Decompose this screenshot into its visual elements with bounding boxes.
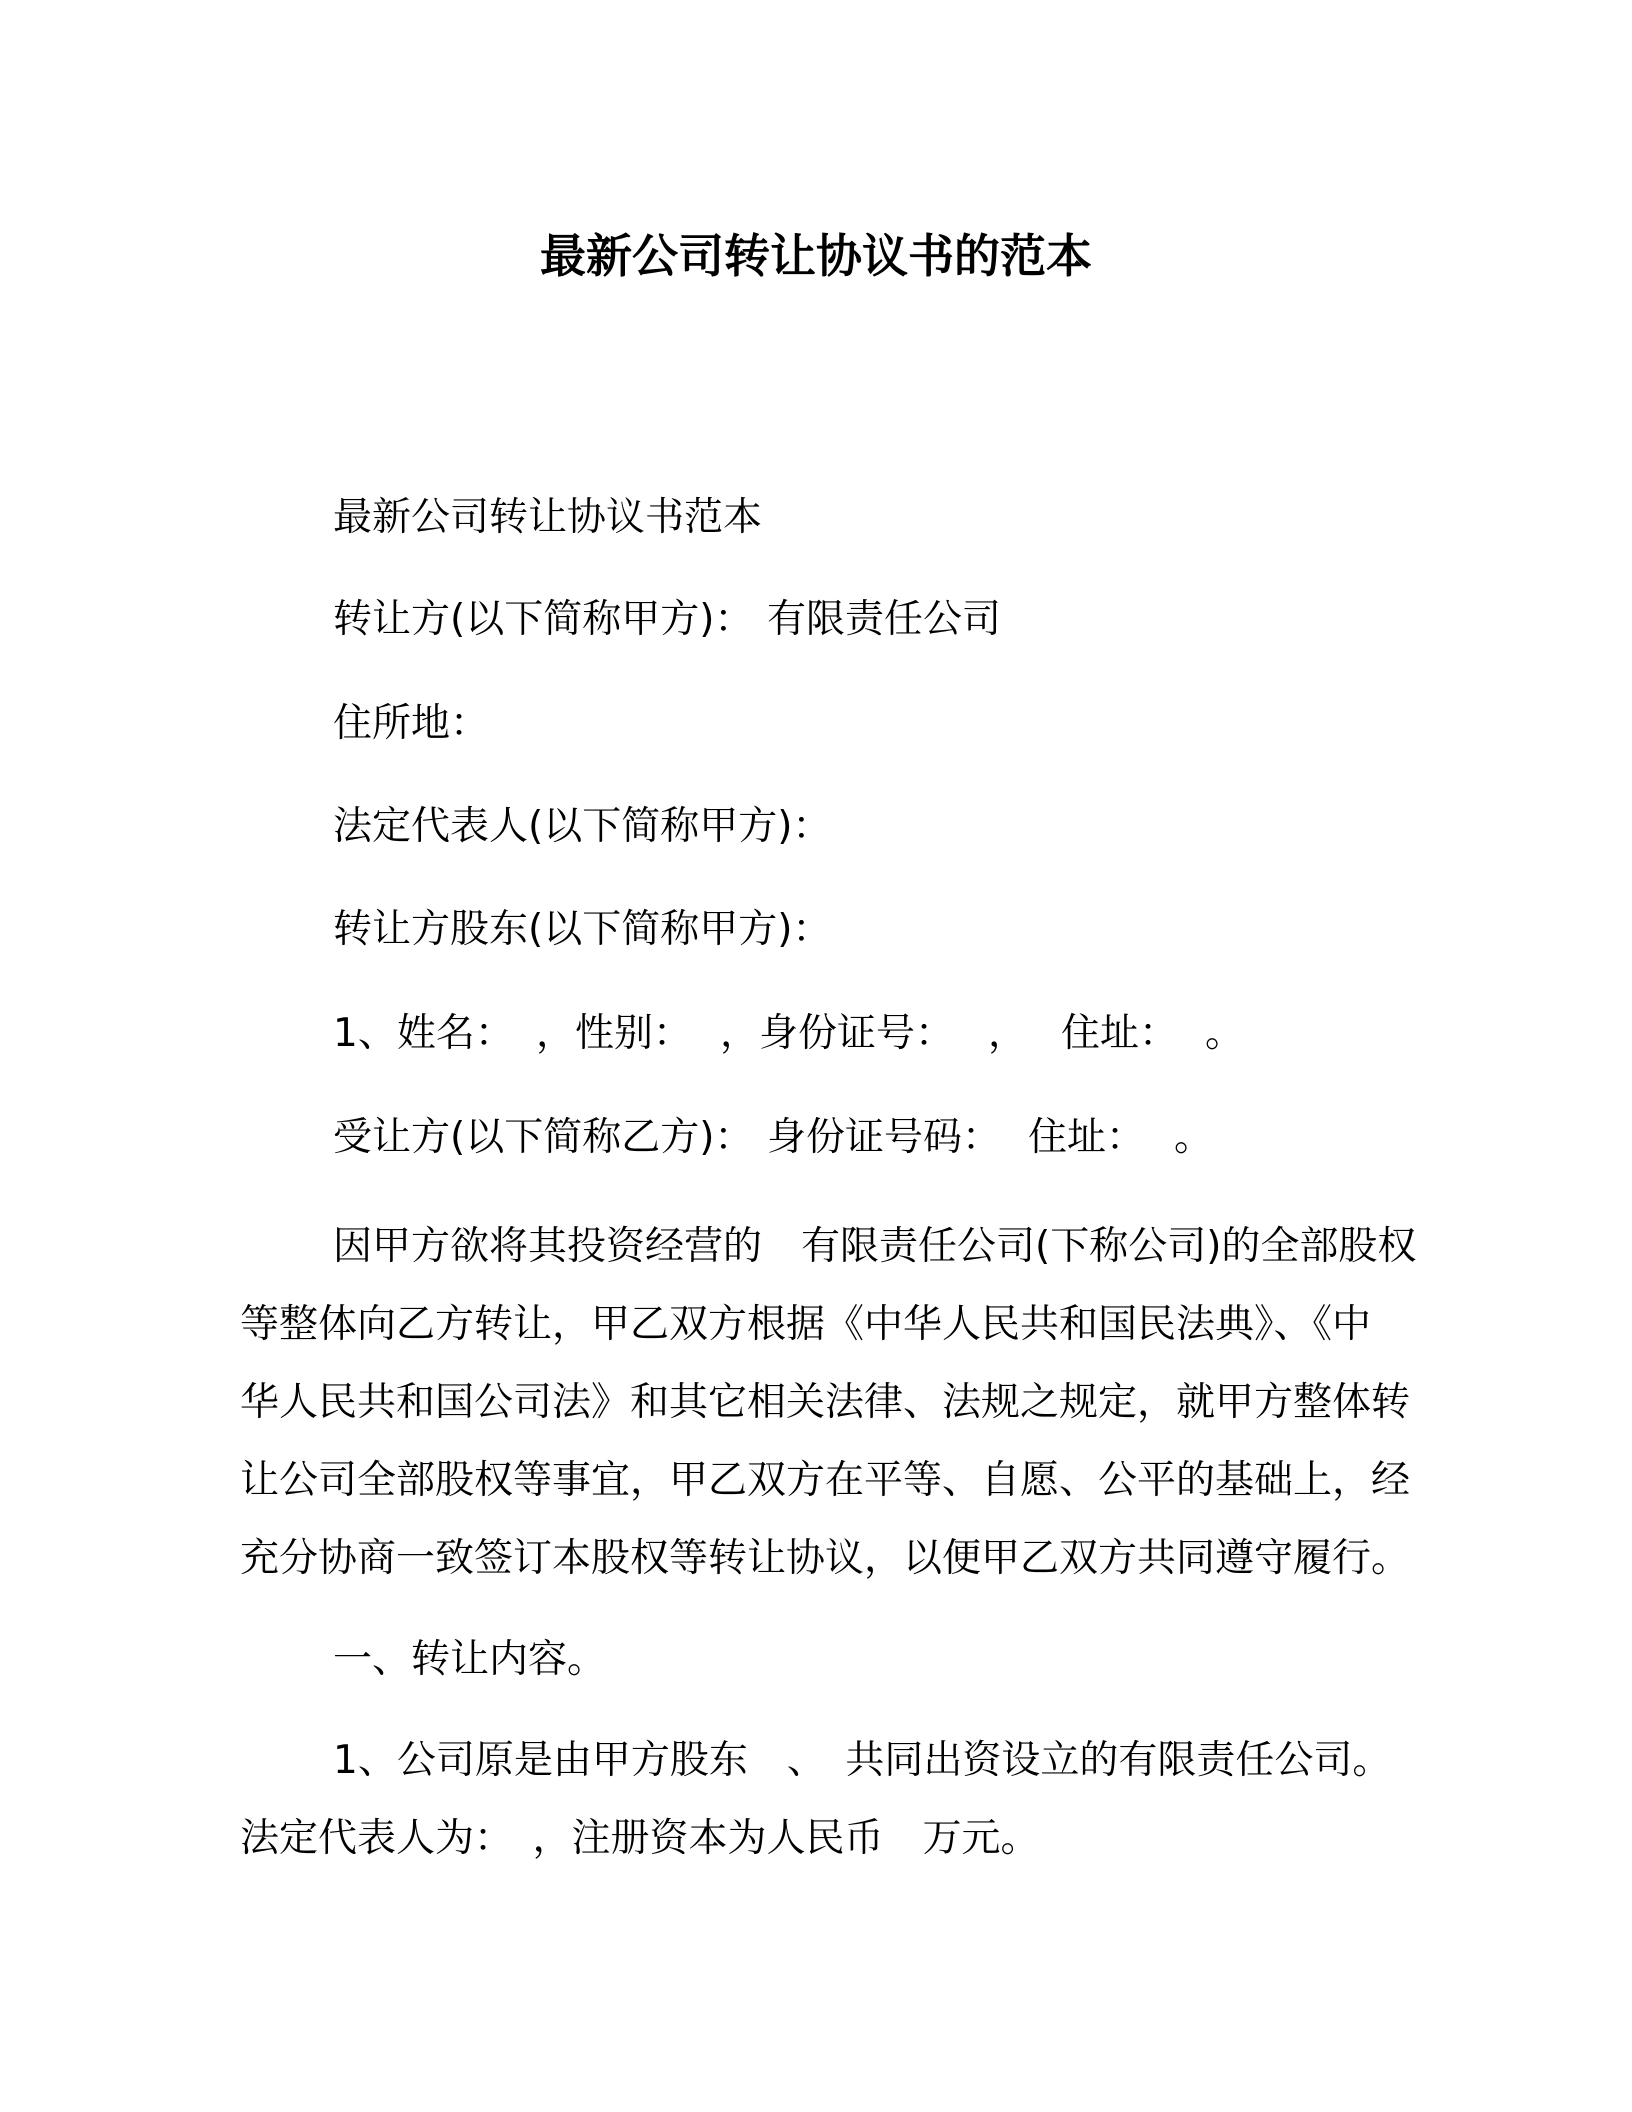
intro-line-4: 让公司全部股权等事宜，甲乙双方在平等、自愿、公平的基础上，经	[240, 1458, 1411, 1503]
intro-paragraph	[240, 1208, 1417, 1598]
transferee-address-label: 住址：	[1028, 1115, 1146, 1160]
shareholder-id-label: ，身份证号：	[720, 1011, 955, 1056]
shareholder-gender-label: ，性别：	[536, 1011, 693, 1056]
legal-rep-line: 法定代表人(以下简称甲方)：	[333, 804, 832, 849]
clause-1-line-2: 法定代表人为： ，注册资本为人民币 万元。	[240, 1816, 1040, 1861]
shareholder-end: 。	[1205, 1011, 1245, 1056]
intro-line-3: 华人民共和国公司法》和其它相关法律、法规之规定，就甲方整体转	[240, 1380, 1411, 1425]
transferee-end: 。	[1174, 1115, 1214, 1160]
shareholder-address-label: 住址：	[1061, 1011, 1179, 1056]
transferor-value: 有限责任公司	[767, 597, 1002, 642]
transferor-line	[333, 590, 1233, 650]
shareholder-comma: ，	[988, 1011, 1028, 1056]
transferee-line	[333, 1108, 1333, 1168]
residence-line: 住所地：	[333, 701, 490, 746]
document-subtitle: 最新公司转让协议书范本	[333, 495, 763, 540]
section-1-heading: 一、转让内容。	[333, 1637, 607, 1682]
shareholder-1-line	[333, 1004, 1333, 1064]
intro-line-1: 因甲方欲将其投资经营的 有限责任公司(下称公司)的全部股权	[333, 1224, 1417, 1269]
transferor-shareholder-line: 转让方股东(以下简称甲方)：	[333, 907, 832, 952]
intro-line-5: 充分协商一致签订本股权等转让协议，以便甲乙双方共同遵守履行。	[240, 1536, 1411, 1581]
clause-1	[240, 1722, 1390, 1878]
transferor-label: 转让方(以下简称甲方)：	[333, 597, 754, 642]
transferee-id-label: 身份证号码：	[767, 1115, 1002, 1160]
intro-line-2: 等整体向乙方转让，甲乙双方根据《中华人民共和国民法典》、《中	[240, 1302, 1372, 1347]
document-title: 最新公司转让协议书的范本	[540, 229, 1092, 283]
shareholder-name-label: 1、姓名：	[333, 1011, 514, 1056]
clause-1-line-1: 1、公司原是由甲方股东 、 共同出资设立的有限责任公司。	[333, 1738, 1392, 1783]
transferee-label: 受让方(以下简称乙方)：	[333, 1115, 754, 1160]
